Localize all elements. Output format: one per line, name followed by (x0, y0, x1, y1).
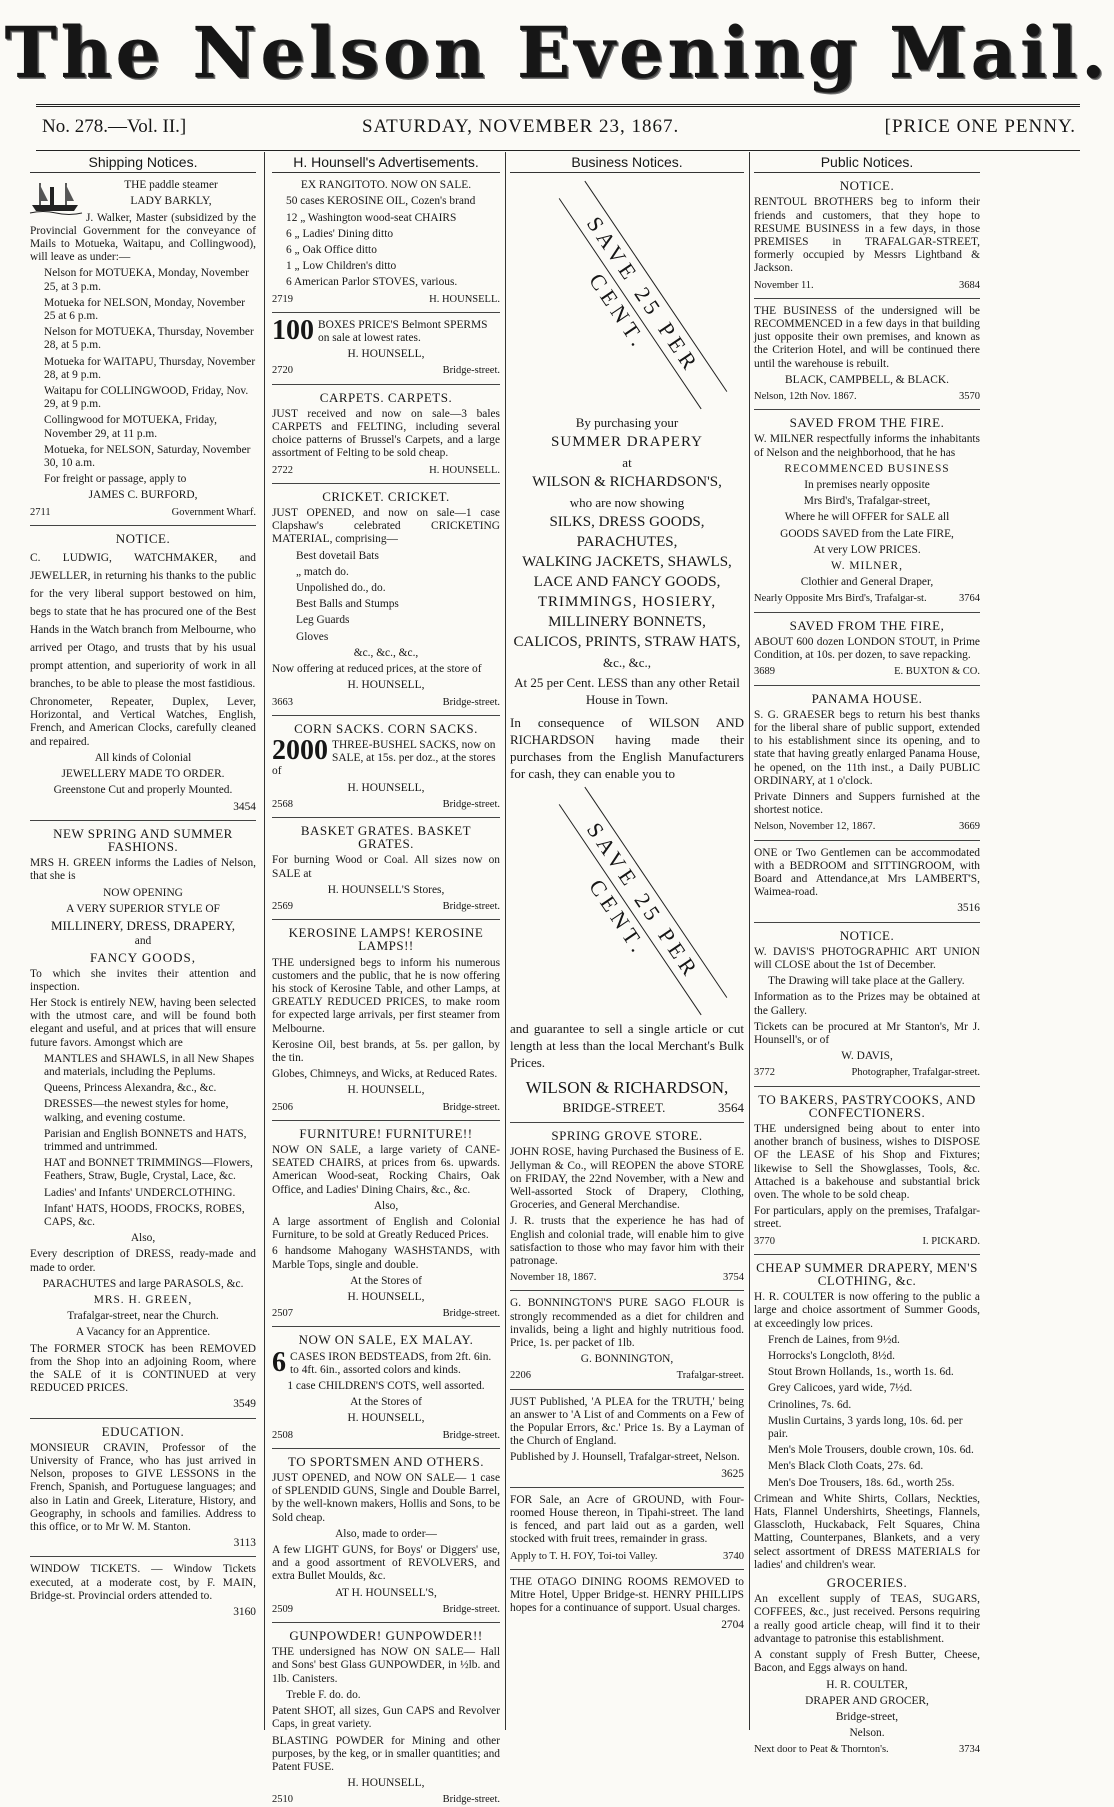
column-divider (264, 152, 265, 1730)
ad-window-tickets: WINDOW TICKETS. — Window Tickets executed, at a moderate cost, by F. MAIN, Bridge-st. Provincial orders attended to. 3160 (30, 1563, 256, 1619)
masthead-rule (36, 104, 1080, 107)
ad-ground-for-sale: FOR Sale, an Acre of GROUND, with Four-roomed House thereon, in Tipahi-street. The land is fenced, and part laid out as a garden, well stocked with fruit trees, remainder in grass. Apply to T. H. FOY, Toi-toi Valley. 3740 (510, 1493, 744, 1562)
ad-otago-dining: THE OTAGO DINING ROOMS REMOVED to Mitre Hotel, Upper Bridge-st. HENRY PHILLIPS hopes for a continuance of support. Usual charges. 2704 (510, 1575, 744, 1631)
column-public (754, 154, 980, 1756)
column-shipping (30, 156, 256, 1726)
column-header: Shipping Notices. (30, 156, 256, 173)
ad-lambert: ONE or Two Gentlemen can be accommodated with a BEDROOM and SITTINGROOM, with Board and Attendance,at Mrs LAMBERT'S, Waimea-road. 3516 (754, 846, 980, 915)
ad-sperms: 100 BOXES PRICE'S Belmont SPERMS on sale at lowest rates. H. HOUNSELL, 2720 Bridge-street. (272, 314, 500, 377)
ad-buxton: SAVED FROM THE FIRE, ABOUT 600 dozen LONDON STOUT, in Prime Condition, at 10s. per dozen, to save repacking. 3689 E. BUXTON & CO. (754, 617, 980, 678)
ad-ex-malay: NOW ON SALE, EX MALAY. 6 CASES IRON BEDSTEADS, from 2ft. 6in. to 4ft. 6in., assorted colors and kinds. 1 case CHILDREN'S COTS, well assorted. At the Stores of H. HOUNSELL, 2508 Bridge-street. (272, 1332, 500, 1441)
ad-wilson-richardson: SAVE 25 PER CENT. By purchasing your SUMMER DRAPERY at WILSON & RICHARDSON'S, who are now showing SILKS, DRESS GOODS, PARACHUTES, WALKING JACKETS, SHAWLS, LACE AND FANCY GOODS, TRIMMINGS, HOSIERY, MILLINERY BONNETS, CALICOS, PRINTS, STRAW HATS, &c., &c., At 25 per Cent. LESS than any other Retail House in Town. In consequence of WILSON AND RICHARDSON having made their purchases from the English Manufacturers for cash, they can enable you to SAVE 25 PER CENT. and guarantee to sell a single article or cut length at less than the local Merchant's Bulk Prices. WILSON & RICHARDSON, BRIDGE-STREET. 3564 (510, 179, 744, 1116)
ad-sago-flour: G. BONNINGTON'S PURE SAGO FLOUR is strongly recommended as a diet for children and invalids, being a light and highly nutritious food. Price, 1s. per packet of 1lb. G. BONNINGTON, 2206 Trafalgar-street. (510, 1297, 744, 1382)
masthead (0, 0, 1114, 105)
column-hounsell (272, 154, 500, 1806)
dateline-rule (36, 150, 1080, 151)
ad-black-campbell: THE BUSINESS of the undersigned will be RECOMMENCED in a few days in that building just opposite their own premises, and known as the Criterion Hotel, and will be continued there until the warehouse is rebuilt. BLACK, CAMPBELL, & BLACK. Nelson, 12th Nov. 1867. 3570 (754, 304, 980, 403)
ad-basket-grates: BASKET GRATES. BASKET GRATES. For burning Wood or Coal. All sizes now on SALE at H. HOUNSELL'S Stores, 2569 Bridge-street. (272, 822, 500, 912)
ad-lady-barkly: THE paddle steamer LADY BARKLY, J. Walker, Master (subsidized by the Provincial Government for the conveyance of Mails to Motueka, Waitapu, and Collingwood), will leave as under:— Nelson for MOTUEKA, Monday, November 25, at 3 p.m. Motueka for NELSON, Monday, November 25 at 6 p.m. Nelson for MOTUEKA, Thursday, November 28, at 5 p.m. Motueka for WAITAPU, Thursday, November 28, at 9 p.m. Waitapu for COLLINGWOOD, Friday, Nov. 29, at 9 p.m. Collingwood for MOTUEKA, Friday, November 29, at 11 p.m. Motueka, for NELSON, Saturday, November 30, 10 a.m. For freight or passage, apply to JAMES C. BURFORD, 2711 Government Wharf. (30, 179, 256, 518)
column-divider (505, 152, 506, 1730)
ad-mrs-green: NEW SPRING AND SUMMER FASHIONS. MRS H. GREEN informs the Ladies of Nelson, that she is NOW OPENING A VERY SUPERIOR STYLE OF MILLINERY, DRESS, DRAPERY, and FANCY GOODS, To which she invites their attention and inspection. Her Stock is entirely NEW, having been selected with the utmost care, and will be found both elegant and useful, and at prices that will ensure future favors. Amongst which are MANTLES and SHAWLS, in all New Shapes and materials, including the Peplums. Queens, Princess Alexandra, &c., &c. DRESSES—the newest styles for home, walking, and evening costume. Parisian and English BONNETS and HATS, trimmed and untrimmed. HAT and BONNET TRIMMINGS—Flowers, Feathers, Straw, Bugle, Crystal, Lace, &c. Ladies' and Infants' UNDERCLOTHING. Infant' HATS, HOODS, FROCKS, ROBES, CAPS, &c. Also, Every description of DRESS, ready-made and made to order. PARACHUTES and large PARASOLS, &c. MRS. H. GREEN, Trafalgar-street, near the Church. A Vacancy for an Apprentice. The FORMER STOCK has been REMOVED from the Shop into an adjoining Room, where the SALE of it is CONTINUED at very REDUCED PRICES. 3549 (30, 825, 256, 1411)
ad-carpets: CARPETS. CARPETS. JUST received and now on sale—3 bales CARPETS and FELTING, including several choice patterns of Brussel's Carpets, and a large assortment of Felting to be sold cheap. 2722 H. HOUNSELL. (272, 389, 500, 476)
dateline (42, 116, 1076, 144)
ad-gunpowder: GUNPOWDER! GUNPOWDER!! THE undersigned has NOW ON SALE— Hall and Sons' best Glass GUNPOWDER, in ½lb. and 1lb. Canisters. Treble F. do. do. Patent SHOT, all sizes, Gun CAPS and Revolver Caps, in great variety. BLASTING POWDER for Mining and other purposes, by the keg, or in smaller quantities; and Patent FUSE. H. HOUNSELL, 2510 Bridge-street. (272, 1628, 500, 1806)
column-business (510, 156, 744, 1726)
steamship-icon (30, 179, 82, 215)
column-header: Public Notices. (754, 156, 980, 173)
issue-price: [PRICE ONE PENNY. (884, 116, 1076, 137)
ad-kerosine-lamps: KEROSINE LAMPS! KEROSINE LAMPS!! THE undersigned begs to inform his numerous customers and the public, that he is now offering his stock of Kerosine Table, and other Lamps, at GREATLY REDUCED PRICES, to make room for expected large arrivals, per first steamer from Melbourne. Kerosine Oil, best brands, at 5s. per gallon, by the tin. Globes, Chimneys, and Wicks, at Reduced Rates. H. HOUNSELL, 2506 Bridge-street. (272, 925, 500, 1113)
column-divider (749, 152, 750, 1730)
column-header: H. Hounsell's Advertisements. (272, 156, 500, 173)
issue-number: No. 278.—Vol. II.] (42, 116, 187, 137)
ad-ludwig: NOTICE. C. LUDWIG, WATCHMAKER, and JEWELLER, in returning his thanks to the public for the very liberal support bestowed on him, begs to state that he has procured one of the Best Hands in the Watch branch from Melbourne, who arrived per Otago, and trusts that by his usual prompt attention, and superiority of work in all branches, to be able to please the most fastidious. Chronometer, Repeater, Duplex, Lever, Horizontal, and Vertical Watches, English, French, and American Clocks, carefully cleaned and repaired. All kinds of Colonial JEWELLERY MADE TO ORDER. Greenstone Cut and properly Mounted. 3454 (30, 530, 256, 813)
ad-milner: SAVED FROM THE FIRE. W. MILNER respectfully informs the inhabitants of Nelson and the neighborhood, that he has RECOMMENCED BUSINESS In premises nearly opposite Mrs Bird's, Trafalgar-street, Where he will OFFER for SALE all GOODS SAVED from the Late FIRE, At very LOW PRICES. W. MILNER, Clothier and General Draper, Nearly Opposite Mrs Bird's, Trafalgar-st. 3764 (754, 415, 980, 605)
issue-date: SATURDAY, NOVEMBER 23, 1867. (362, 116, 680, 137)
ad-davis: NOTICE. W. DAVIS'S PHOTOGRAPHIC ART UNION will CLOSE about the 1st of December. The Drawing will take place at the Gallery. Information as to the Prizes may be obtained at the Gallery. Tickets can be procured at Mr Stanton's, Mr J. Hounsell's, or of W. DAVIS, 3772 Photographer, Trafalgar-street. (754, 927, 980, 1079)
ad-furniture: FURNITURE! FURNITURE!! NOW ON SALE, a large variety of CANE-SEATED CHAIRS, at prices from 6s. upwards. American Wood-seat, Rocking Chairs, Oak Office, and Ladies' Dining Chairs, &c., &c. Also, A large assortment of English and Colonial Furniture, to be sold at Greatly Reduced Prices. 6 handsome Mahogany WASHSTANDS, with Marble Tops, single and double. At the Stores of H. HOUNSELL, 2507 Bridge-street. (272, 1125, 500, 1320)
ad-coulter: CHEAP SUMMER DRAPERY, MEN'S CLOTHING, &c. H. R. COULTER is now offering to the public a large and choice assortment of Summer Goods, at exceedingly low prices. French de Laines, from 9½d. Horrocks's Longcloth, 8½d. Stout Brown Hollands, 1s., worth 1s. 6d. Grey Calicoes, yard wide, 7½d. Crinolines, 7s. 6d. Muslin Curtains, 3 yards long, 10s. 6d. per pair. Men's Mole Trousers, double crown, 10s. 6d. Men's Black Cloth Coats, 27s. 6d. Men's Doe Trousers, 18s. 6d., worth 25s. Crimean and White Shirts, Collars, Neckties, Hats, Flannel Undershirts, Sheetings, Flannels, Glasscloth, Huckaback, Felt Squares, China Matting, Counterpanes, Blankets, and a very select assortment of DRESS MATERIALS for ladies' and children's wear. GROCERIES. An excellent supply of TEAS, SUGARS, COFFEES, &c., just received. Persons requiring a really good article cheap, will find it to their advantage to patronise this establishment. A constant supply of Fresh Butter, Cheese, Bacon, and Eggs always on hand. H. R. COULTER, DRAPER AND GROCER, Bridge-street, Nelson. Next door to Peat & Thornton's. 3734 (754, 1259, 980, 1756)
ad-cricket: CRICKET. CRICKET. JUST OPENED, and now on sale—1 case Clapshaw's celebrated CRICKETING MATERIAL, comprising— Best dovetail Bats „ match do. Unpolished do., do. Best Balls and Stumps Leg Guards Gloves &c., &c., &c., Now offering at reduced prices, at the store of H. HOUNSELL, 3663 Bridge-street. (272, 488, 500, 708)
ad-rentoul: NOTICE. RENTOUL BROTHERS beg to inform their friends and customers, that they hope to RESUME BUSINESS in a few days, in those PREMISES in TRAFALGAR-STREET, formerly occupied by Messrs Lightband & Jackson. November 11. 3684 (754, 178, 980, 291)
save-banner: SAVE 25 PER CENT. (510, 179, 744, 414)
save-banner: SAVE 25 PER CENT. (510, 785, 744, 1020)
ad-rangitoto: EX RANGITOTO. NOW ON SALE. 50 cases KEROSINE OIL, Cozen's brand 12 „ Washington wood-seat CHAIRS 6 „ Ladies' Dining ditto 6 „ Oak Office ditto 1 „ Low Children's ditto 6 American Parlor STOVES, various. 2719 H. HOUNSELL. (272, 179, 500, 305)
ad-corn-sacks: CORN SACKS. CORN SACKS. 2000 THREE-BUSHEL SACKS, now on SALE, at 15s. per doz., at the stores of H. HOUNSELL, 2568 Bridge-street. (272, 720, 500, 810)
newspaper-title: The Nelson Evening Mail. (4, 11, 1110, 94)
ad-spring-grove: SPRING GROVE STORE. JOHN ROSE, having Purchased the Business of E. Jellyman & Co., will REOPEN the above STORE on FRIDAY, the 22nd November, with a New and Well-assorted Stock of Drapery, Clothing, Groceries, and General Merchandise. J. R. trusts that the experience he has had of English and colonial trade, will enable him to give satisfaction to those who may favor him with their patronage. November 18, 1867. 3754 (510, 1128, 744, 1284)
ad-panama-house: PANAMA HOUSE. S. G. GRAESER begs to return his best thanks for the liberal share of public support, extended to his establishment since its opening, and to state that having greatly enlarged Panama House, he opened, on the 11th inst., a Daily PUBLIC ORDINARY, at 1 o'clock. Private Dinners and Suppers furnished at the shortest notice. Nelson, November 12, 1867. 3669 (754, 690, 980, 833)
ad-pickard: TO BAKERS, PASTRYCOOKS, AND CONFECTIONERS. THE undersigned being about to enter into another branch of business, wishes to DISPOSE OF the LEASE of his Shop and Fixtures; likewise to Sell the Showglasses, Tools, &c. Attached is a bakehouse and substantial brick oven. The whole to be sold cheap. For particulars, apply on the premises, Trafalgar-street. 3770 I. PICKARD. (754, 1091, 980, 1247)
ad-education: EDUCATION. MONSIEUR CRAVIN, Professor of the University of France, who has just arrived in Nelson, proposes to GIVE LESSONS in the French, Spanish, and Portuguese languages; and also in Latin and Greek, Literature, History, and Geography, in schools and families. Address to this office, or to Mr W. M. Stanton. 3113 (30, 1423, 256, 1550)
ad-sportsmen: TO SPORTSMEN AND OTHERS. JUST OPENED, and NOW ON SALE— 1 case of SPLENDID GUNS, Single and Double Barrel, by the well-known makers, Hollis and Sons, to be Sold cheap. Also, made to order— A few LIGHT GUNS, for Boys' or Diggers' use, and a good assortment of REVOLVERS, and extra Bullet Moulds, &c. AT H. HOUNSELL'S, 2509 Bridge-street. (272, 1453, 500, 1615)
ad-plea-for-truth: JUST Published, 'A PLEA for the TRUTH,' being an answer to 'A List of and Comments on a Few of the Popular Errors, &c.' Price 1s. By a Layman of the Church of England. Published by J. Hounsell, Trafalgar-street, Nelson. 3625 (510, 1395, 744, 1480)
column-header: Business Notices. (510, 156, 744, 173)
